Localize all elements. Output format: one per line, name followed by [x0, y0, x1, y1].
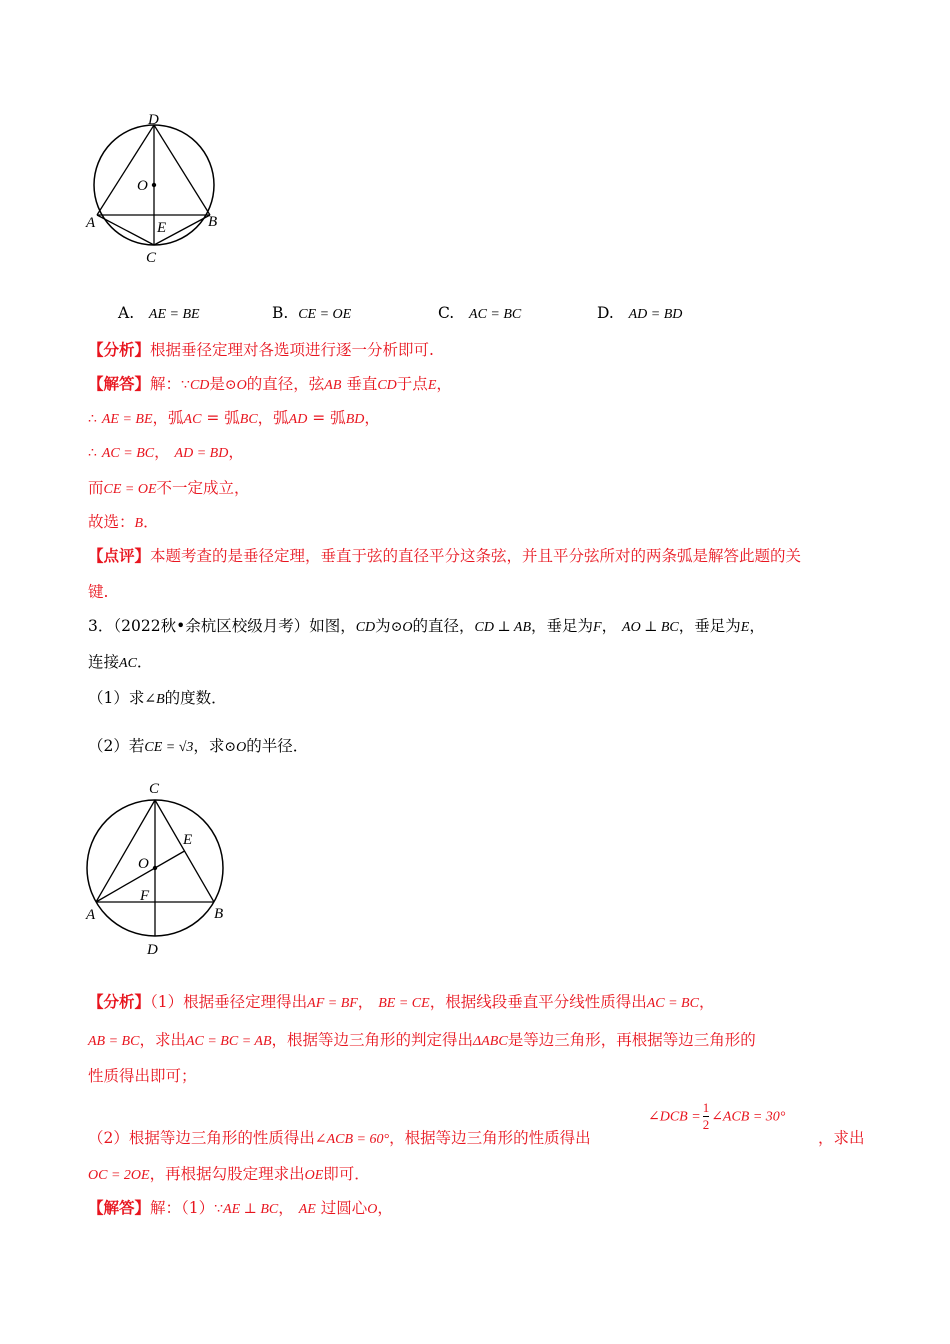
q3-analysis-line2: [88, 1030, 756, 1052]
q2-a2-comma2: ，弧: [257, 409, 289, 427]
fig1-label-a: A: [86, 215, 96, 231]
fig2-label-d: D: [147, 942, 158, 958]
q3-statement-line1: [88, 616, 765, 638]
q2-a1-diam: 的直径，弦: [246, 375, 325, 393]
option-d-expr: AD = BD: [628, 307, 683, 322]
q2-analysis-tag: 【分析】: [88, 340, 151, 359]
option-d-letter: D.: [597, 304, 614, 322]
q3-t6: ，: [749, 617, 765, 635]
q3-an-l4c: ，求出: [818, 1129, 865, 1147]
q3-an-l2e2: AC = BC = AB: [185, 1034, 272, 1049]
q3-frac-den: 2: [702, 1117, 710, 1132]
fig2-label-a: A: [86, 907, 96, 923]
q2-a2-comma1: ，弧: [152, 409, 184, 427]
fig2-label-b: B: [214, 906, 224, 922]
q2-a2-arc2: = 弧: [307, 409, 346, 427]
q2-a4-rest: 不一定成立，: [156, 479, 250, 497]
q2-a2-arc: = 弧: [201, 409, 240, 427]
q3-t1: 为: [375, 617, 391, 635]
option-b: [272, 304, 351, 323]
q3-an-l2b: ，根据等边三角形的判定得出: [271, 1031, 474, 1049]
q3-an-l5e2: OE: [304, 1168, 324, 1183]
q3-frac-half: [703, 1100, 710, 1133]
q3-an-l1b: ，: [357, 993, 374, 1011]
q2-a1-at: 于点: [396, 375, 428, 393]
q3-analysis-line5: [88, 1164, 370, 1186]
q2-answer-line5: [88, 512, 159, 534]
q3-an-l2c: 是等边三角形，再根据等边三角形的: [507, 1031, 756, 1049]
q2-a3-eq2: AD = BD: [174, 446, 229, 461]
q2-a3-end: ，: [228, 443, 244, 461]
q2-a2-therefore: ∴: [88, 412, 97, 427]
q2-answer-line1: [88, 374, 452, 396]
q2-answer-line2: [88, 408, 380, 430]
q2-a2-eq2: AC: [183, 412, 202, 427]
q2-answer-line4: [88, 478, 250, 500]
fig1-label-c: C: [146, 250, 157, 266]
q3-source: （2022秋•余杭区校级月考）如图，: [113, 617, 356, 635]
q2-a3-eq1: AC = BC: [101, 446, 155, 461]
q3-frac-left: ∠DCB =: [648, 1109, 701, 1125]
q2-a4-eq: CE = OE: [103, 482, 157, 497]
q2-a4-but: 而: [88, 479, 104, 497]
q3-p1-rest: 的度数．: [164, 689, 227, 707]
q3-answer-tag: 【解答】: [88, 1198, 151, 1217]
q2-a1-ab: AB: [324, 378, 342, 393]
option-b-letter: B.: [272, 304, 289, 322]
fig1-label-d: D: [148, 112, 159, 128]
q3-an-l1c: ，根据线段垂直平分线性质得出: [429, 993, 647, 1011]
figure-1-circle-diagram: [80, 108, 230, 268]
q2-a2-end: ，: [364, 409, 380, 427]
q2-comment-line1: [88, 546, 801, 566]
q2-a3-comma: ，: [154, 443, 170, 461]
q3-statement-line2: [88, 652, 152, 674]
fig1-label-o: O: [137, 178, 148, 194]
q3-an-l5e1: OC = 2OE: [88, 1168, 150, 1183]
q3-an-l5a: ，再根据勾股定理求出: [149, 1165, 305, 1183]
option-d: [597, 304, 682, 323]
q3-p1-angle: ∠B: [144, 692, 165, 707]
q3-an-l2a: ，求出: [139, 1031, 186, 1049]
q2-a2-eq1: AE = BE: [101, 412, 153, 427]
q2-a1-cd: CD: [189, 378, 210, 393]
q3-analysis-fraction: [648, 1100, 785, 1133]
option-b-expr: CE = OE: [298, 307, 352, 322]
q2-answer-tag: 【解答】: [88, 374, 151, 393]
q3-t5: ，垂足为: [678, 617, 741, 635]
q3-t2: 的直径，: [412, 617, 475, 635]
q3-ans-d: ，: [377, 1199, 393, 1217]
q2-a2-eq3: BC: [239, 412, 258, 427]
q3-perp1: CD ⊥ AB: [474, 620, 532, 635]
q2-analysis: [88, 340, 434, 360]
q3-an-l2e3: ΔABC: [473, 1034, 508, 1049]
fig1-chord-da: [97, 125, 154, 215]
q3-perp2: AO ⊥ BC: [622, 620, 679, 635]
option-a: [118, 304, 200, 323]
q3-analysis-line3: [88, 1066, 197, 1086]
q3-e: E: [740, 620, 750, 635]
q2-comment-line2: [88, 582, 108, 602]
q3-an-l1d: ，: [698, 993, 715, 1011]
option-a-expr: AE = BE: [148, 307, 200, 322]
fig1-chord-db: [154, 125, 210, 215]
q3-analysis-line4-tail: [818, 1128, 865, 1148]
q3-frac-num: 1: [702, 1100, 710, 1115]
q2-comment-tag: 【点评】: [88, 546, 151, 565]
q3-ans-o: O: [367, 1202, 378, 1217]
q3-p2-ce: CE = √3: [144, 740, 194, 755]
q3-an-l5b: 即可．: [323, 1165, 370, 1183]
q2-a1-end: ，: [436, 375, 452, 393]
option-a-letter: A.: [118, 304, 135, 322]
q2-comment-text2: 键.: [88, 583, 109, 601]
q3-ac: AC: [119, 656, 137, 671]
q2-a1-perp: 垂直: [346, 375, 378, 393]
q2-analysis-text: 根据垂径定理对各选项进行逐一分析即可.: [150, 341, 434, 359]
q3-p2-num: （2）若: [88, 737, 145, 755]
figure-2-circle-diagram: [80, 776, 240, 960]
q3-part2: [88, 736, 308, 758]
fig2-center-dot: [153, 866, 157, 870]
q2-a5-end: ．: [143, 513, 159, 531]
q2-a1-cd2: CD: [377, 378, 397, 393]
fig2-label-e: E: [183, 832, 193, 848]
q3-connect: 连接: [88, 653, 120, 671]
q2-a1-because: ∵: [181, 378, 190, 393]
q3-p1-num: （1）求: [88, 689, 145, 707]
q3-ans-a: 解：（1）: [150, 1199, 215, 1217]
q3-an-l1a: （1）根据垂径定理得出: [150, 993, 308, 1011]
q3-ans-because: ∵: [214, 1202, 224, 1217]
q3-num: 3．: [88, 617, 114, 635]
q2-comment-text1: 本题考查的是垂径定理，垂直于弦的直径平分这条弦，并且平分弦所对的两条弧是解答此题的关: [150, 547, 802, 565]
fig2-label-f: F: [140, 888, 150, 904]
q3-analysis-tag: 【分析】: [88, 992, 151, 1011]
q3-an-l1e1: AF = BF: [307, 996, 358, 1011]
q3-f: F: [593, 620, 602, 635]
q3-t3: ，垂足为: [531, 617, 594, 635]
q2-a1-e: E: [427, 378, 437, 393]
fig1-center-dot: [152, 183, 156, 187]
q2-a2-eq5: BD: [345, 412, 365, 427]
q3-an-l2e1: AB = BC: [88, 1034, 140, 1049]
fig1-label-b: B: [208, 214, 218, 230]
q2-a2-eq4: AD: [288, 412, 308, 427]
option-c: [438, 304, 521, 323]
q3-analysis-line4: [88, 1128, 591, 1150]
q2-a1-circle: ⊙O: [224, 378, 247, 393]
q2-a5-b: B: [134, 516, 144, 531]
q3-ans-c: 过圆心: [320, 1199, 368, 1217]
q2-a5-choose: 故选：: [88, 513, 135, 531]
q2-a1-is: 是: [209, 375, 225, 393]
q3-ans-e1: AE ⊥ BC: [223, 1202, 279, 1217]
option-c-letter: C.: [438, 304, 455, 322]
q3-an-l1e3: AC = BC: [646, 996, 699, 1011]
q3-ans-b: ，: [278, 1199, 294, 1217]
q3-p2-circle: ⊙O: [224, 740, 247, 755]
q3-an-l4a: （2）根据等边三角形的性质得出: [88, 1129, 315, 1147]
q3-p2-rest: ，求: [193, 737, 225, 755]
fig2-side-ca: [96, 800, 155, 902]
option-c-expr: AC = BC: [469, 307, 522, 322]
q3-answer-line1: [88, 1198, 393, 1220]
q3-cd: CD: [355, 620, 376, 635]
fig2-label-o: O: [138, 856, 149, 872]
q2-a1-intro: 解：: [150, 375, 182, 393]
q3-an-l4e1: ∠ACB = 60°: [314, 1132, 390, 1147]
q3-p2-end: 的半径．: [246, 737, 309, 755]
q3-an-l3: 性质得出即可；: [88, 1067, 197, 1085]
q3-frac-right: ∠ACB = 30°: [711, 1109, 786, 1125]
q2-answer-line3: [88, 442, 244, 464]
q3-t4: ，: [601, 617, 618, 635]
q3-ans-e2: AE: [298, 1202, 316, 1217]
q3-an-l4b: ，根据等边三角形的性质得出: [389, 1129, 591, 1147]
q3-l2-end: ．: [136, 653, 153, 671]
q3-part1: [88, 688, 227, 710]
q2-a3-therefore: ∴: [88, 446, 97, 461]
fig1-label-e: E: [157, 220, 167, 236]
q3-an-l1e2: BE = CE: [378, 996, 430, 1011]
q3-circle: ⊙O: [390, 620, 413, 635]
fig1-chord-ac: [97, 215, 154, 245]
q3-analysis-line1: [88, 992, 714, 1014]
fig2-label-c: C: [149, 781, 160, 797]
